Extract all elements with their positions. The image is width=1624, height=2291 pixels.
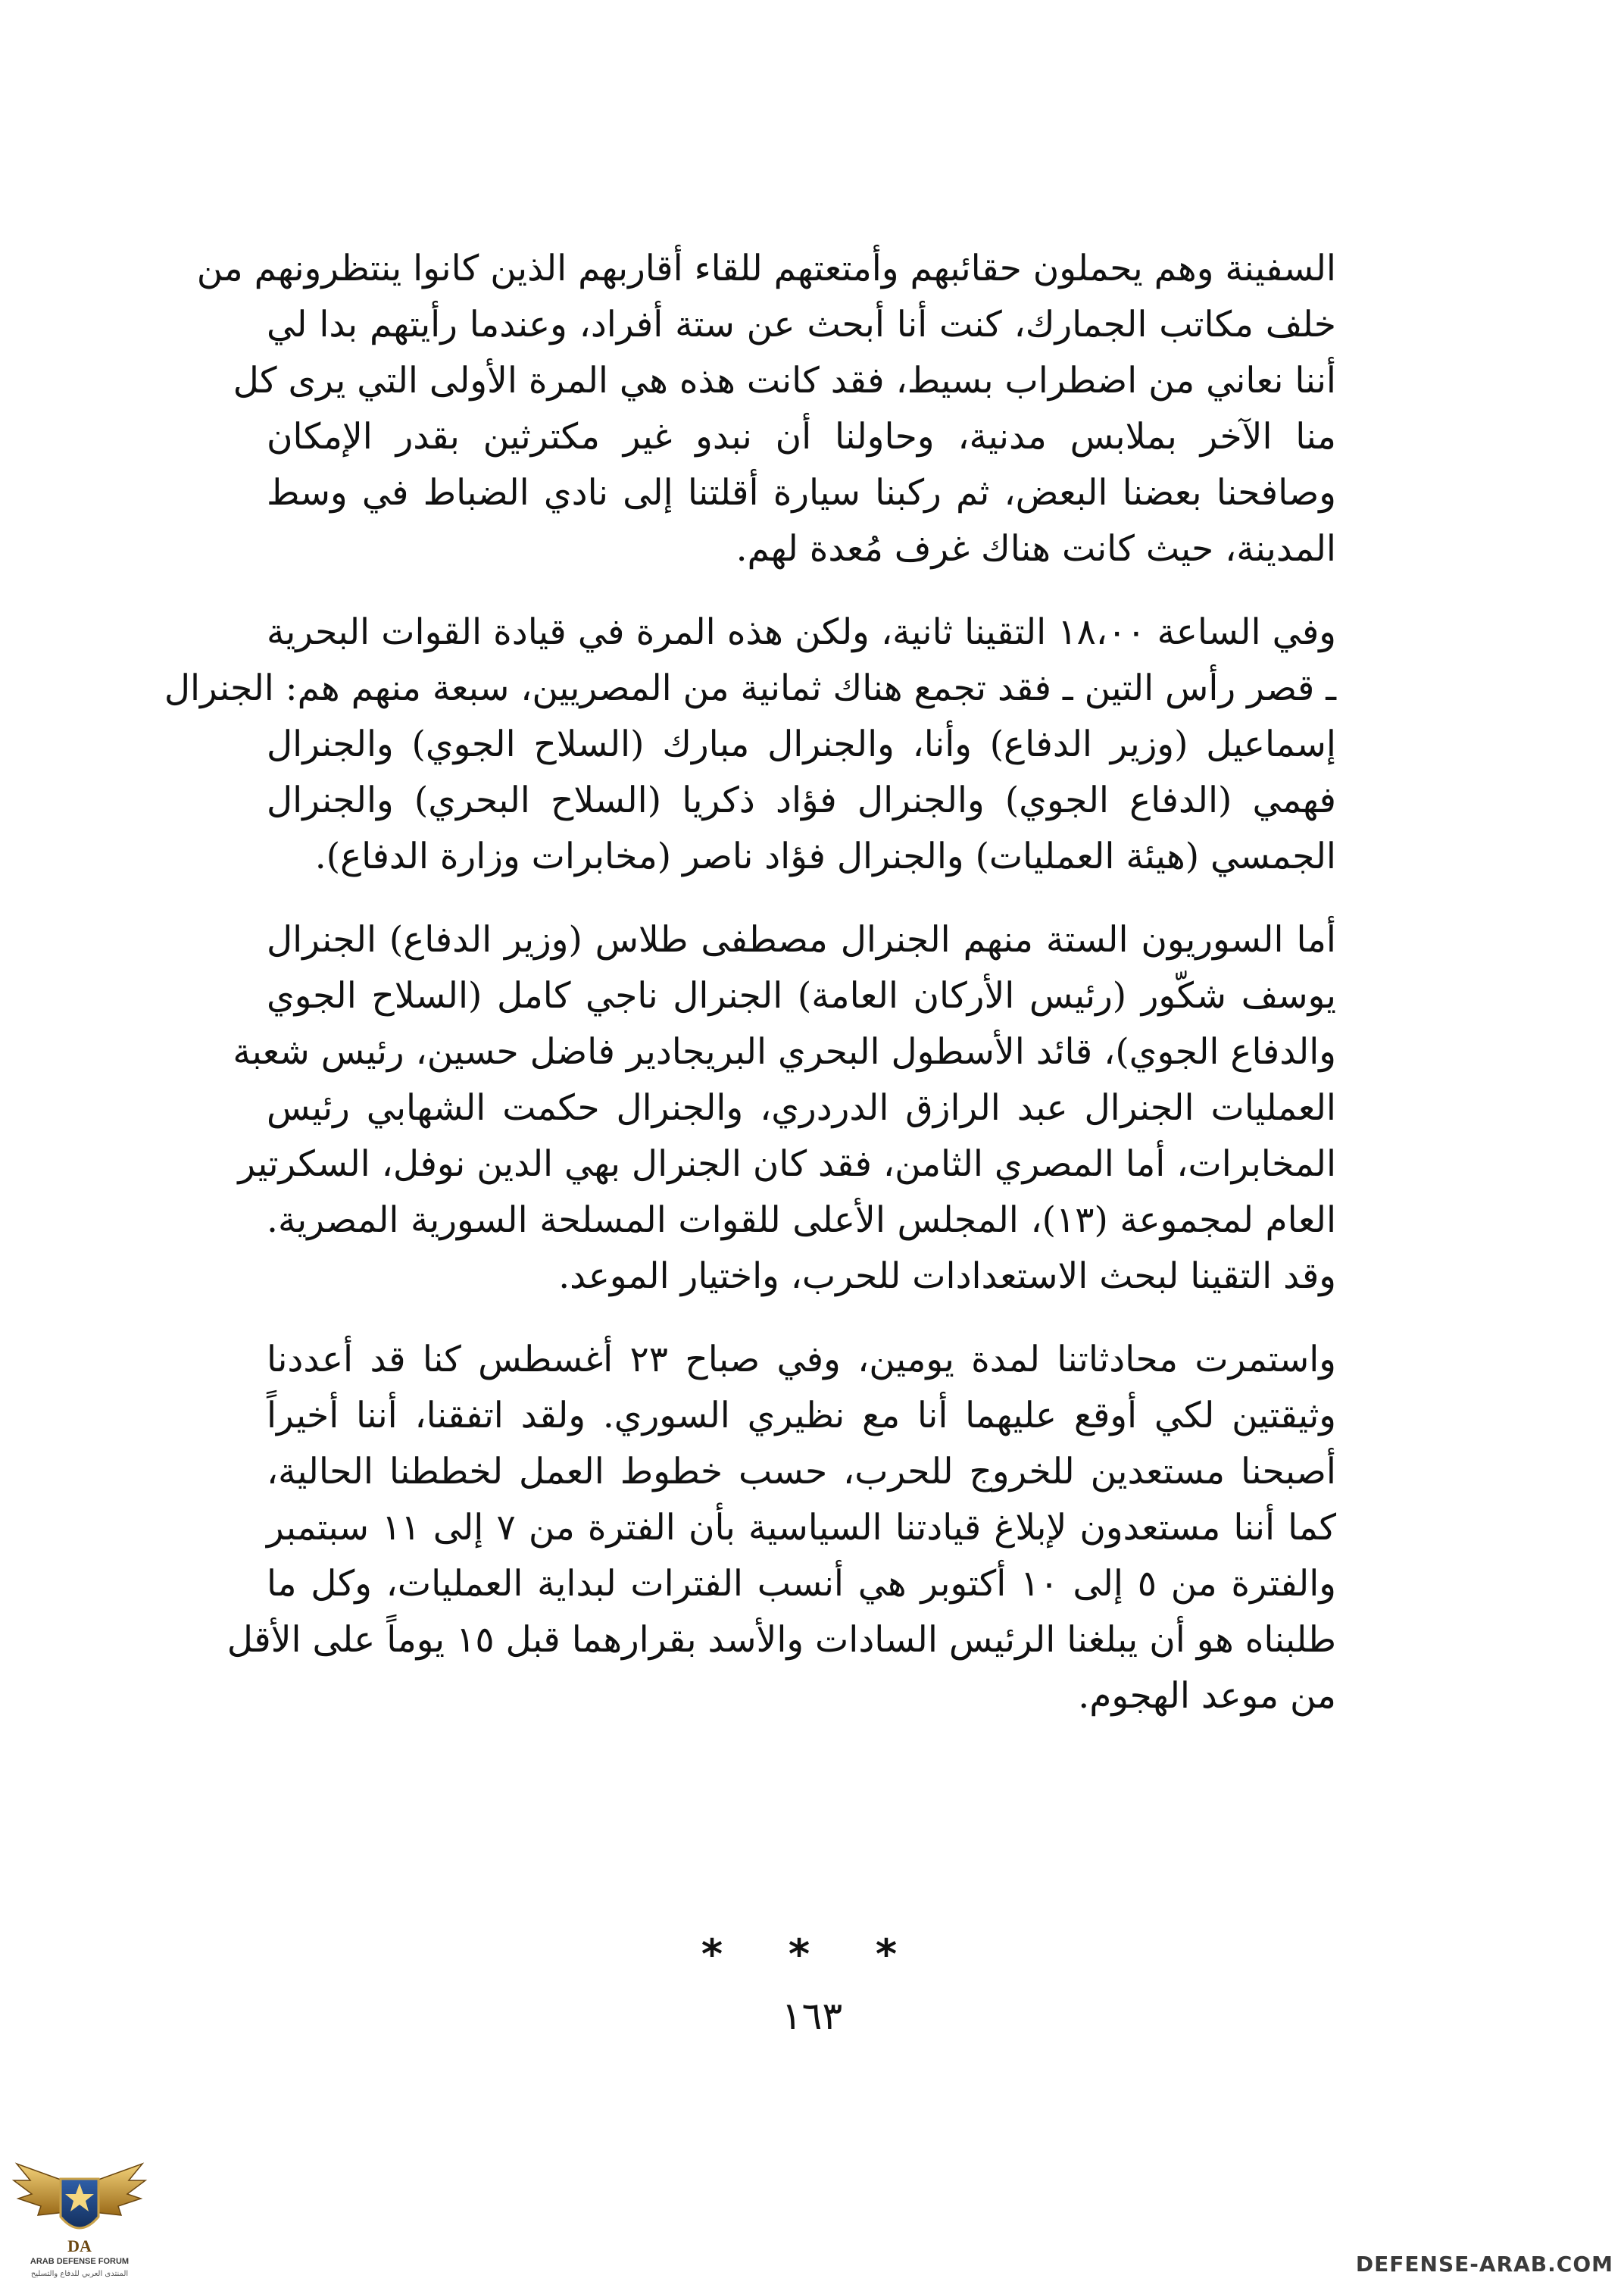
text-line: يوسف شكّور (رئيس الأركان العامة) الجنرال ناجي كامل (السلاح الجوي — [267, 975, 1336, 1017]
paragraph — [226, 1332, 1337, 1724]
text-line: من موعد الهجوم. — [1078, 1675, 1336, 1717]
logo-arabic-subtitle: المنتدى العربي للدفاع والتسليح — [30, 2270, 129, 2278]
text-line: أصبحنا مستعدين للخروج للحرب، حسب خطوط العمل لخططنا الحالية، — [267, 1451, 1336, 1492]
text-line: أننا نعاني من اضطراب بسيط، فقد كانت هذه هي المرة الأولى التي يرى كل — [233, 360, 1336, 402]
logo-subtitle: ARAB DEFENSE FORUM — [30, 2257, 130, 2266]
text-line: واستمرت محادثاتنا لمدة يومين، وفي صباح ٢٣ أغسطس كنا قد أعددنا — [267, 1339, 1336, 1380]
text-line: والدفاع الجوي)، قائد الأسطول البحري البريجادير فاضل حسين، رئيس شعبة — [233, 1031, 1336, 1073]
text-line: وثيقتين لكي أوقع عليهما أنا مع نظيري السوري. ولقد اتفقنا، أننا أخيراً — [267, 1395, 1336, 1436]
text-line: كما أننا مستعدون لإبلاغ قيادتنا السياسية بأن الفترة من ٧ إلى ١١ سبتمبر — [267, 1507, 1337, 1549]
text-line: المخابرات، أما المصري الثامن، فقد كان الجنرال بهي الدين نوفل، السكرتير — [238, 1143, 1336, 1185]
text-line: المدينة، حيث كانت هناك غرف مُعدة لهم. — [735, 528, 1336, 570]
paragraph — [196, 241, 1336, 577]
text-line: وفي الساعة ١٨،٠٠ التقينا ثانية، ولكن هذه المرة في قيادة القوات البحرية — [267, 611, 1337, 653]
text-line: والفترة من ٥ إلى ١٠ أكتوبر هي أنسب الفترات لبداية العمليات، وكل ما — [267, 1563, 1336, 1605]
body-text — [164, 241, 1337, 1752]
text-line: إسماعيل (وزير الدفاع) وأنا، والجنرال مبارك (السلاح الجوي) والجنرال — [267, 724, 1336, 765]
text-line: خلف مكاتب الجمارك، كنت أنا أبحث عن ستة أفراد، وعندما رأيتهم بدا لي — [267, 304, 1336, 345]
text-line: ـ قصر رأس التين ـ فقد تجمع هناك ثمانية من المصريين، سبعة منهم هم: الجنرال — [164, 667, 1336, 709]
text-line: منا الآخر بملابس مدنية، وحاولنا أن نبدو غير مكترثين بقدر الإمكان — [267, 416, 1336, 458]
text-line: طلبناه هو أن يبلغنا الرئيس السادات والأسد بقرارهما قبل ١٥ يوماً على الأقل — [226, 1619, 1336, 1661]
text-line: أما السوريون الستة منهم الجنرال مصطفى طلاس (وزير الدفاع) الجنرال — [267, 919, 1336, 961]
page-number: ١٦٣ — [781, 1994, 843, 2038]
paragraph — [164, 605, 1337, 885]
text-line: وصافحنا بعضنا البعض، ثم ركبنا سيارة أقلتنا إلى نادي الضباط في وسط — [267, 472, 1336, 514]
paragraph — [233, 912, 1337, 1305]
text-line: الجمسي (هيئة العمليات) والجنرال فؤاد ناصر (مخابرات وزارة الدفاع). — [314, 836, 1336, 877]
section-break-ornament: * * * — [701, 1930, 923, 1978]
text-line: وقد التقينا لبحث الاستعدادات للحرب، واختيار الموعد. — [558, 1255, 1336, 1297]
text-line: السفينة وهم يحملون حقائبهم وأمتعتهم للقاء أقاربهم الذين كانوا ينتظرونهم من — [196, 248, 1336, 289]
arab-defense-forum-logo — [8, 2133, 151, 2285]
logo-initials: DA — [67, 2236, 92, 2255]
text-line: العمليات الجنرال عبد الرازق الدردري، والجنرال حكمت الشهابي رئيس — [267, 1087, 1336, 1129]
text-line: العام لمجموعة (١٣)، المجلس الأعلى للقوات المسلحة السورية المصرية. — [267, 1199, 1337, 1241]
site-watermark: DEFENSE-ARAB.COM — [1355, 2252, 1613, 2277]
text-line: فهمي (الدفاع الجوي) والجنرال فؤاد ذكريا (السلاح البحري) والجنرال — [267, 780, 1336, 821]
